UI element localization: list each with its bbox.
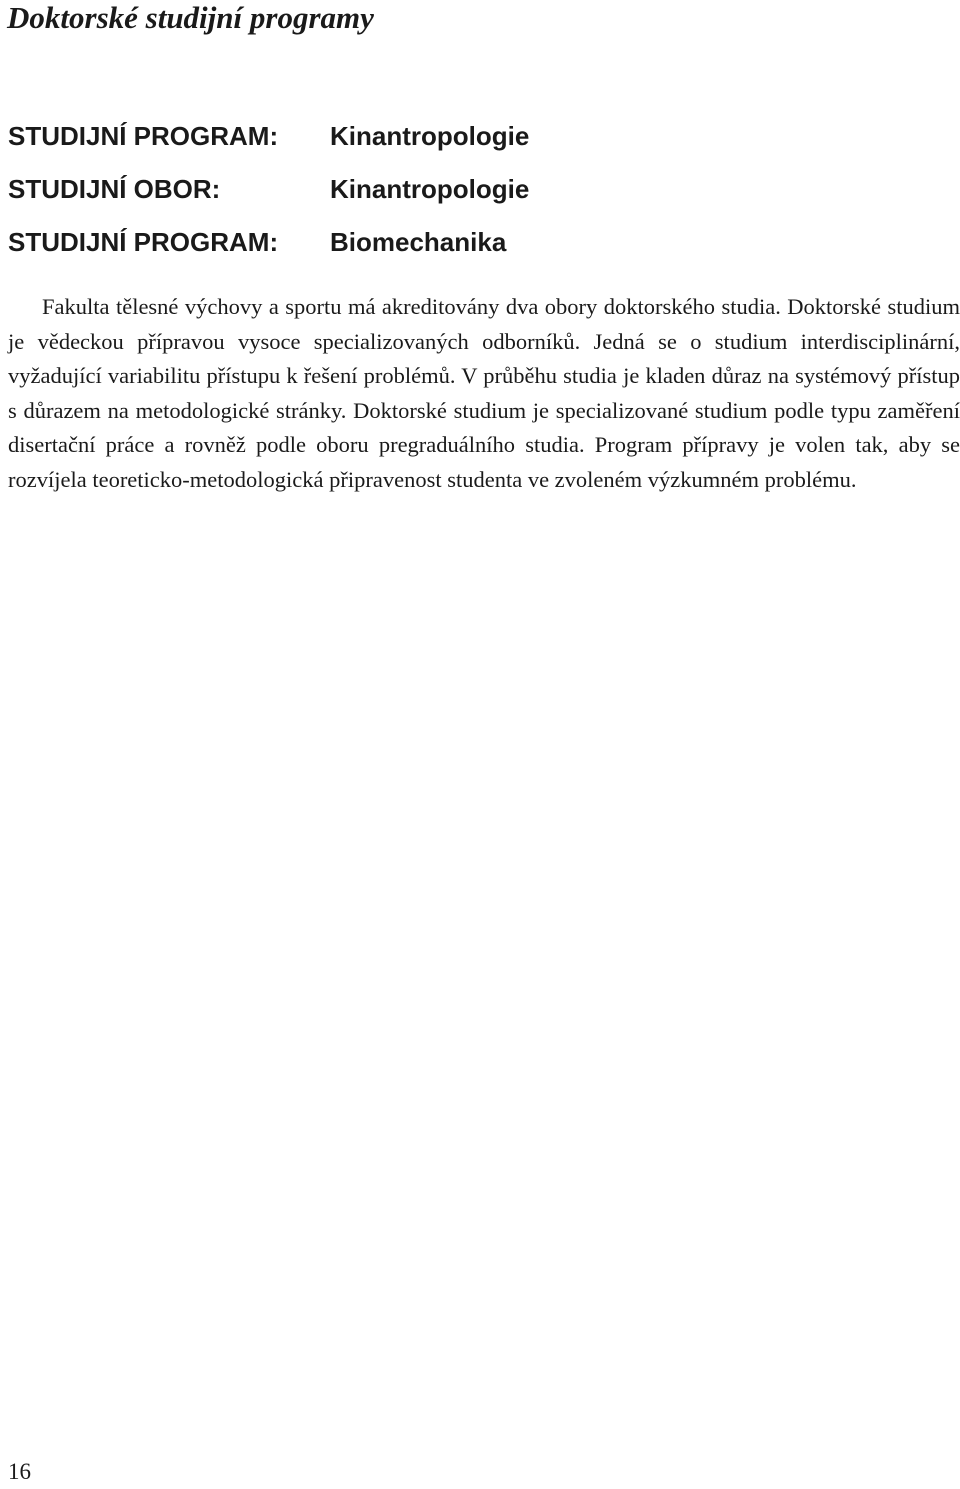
program-value: Biomechanika [330,227,507,257]
program-row [8,216,529,269]
body-paragraph: Fakulta tělesné výchovy a sportu má akreditovány dva obory doktorského studia. Doktorské studium je vědeckou přípravou vysoce specializovaných odborníků. Jedná se o studium interdisciplinární, vyžadující variabilitu přístupu k řešení problémů. V průběhu studia je kladen důraz na systémový přístup s důrazem na metodologické stránky. Doktorské studium je specializované studium podle typu zaměření disertační práce a rovněž podle oboru pregraduálního studia. Program přípravy je volen tak, aby se rozvíjela teoreticko-metodologická připravenost studenta ve zvoleném výzkumném problému. [8,294,960,492]
program-value: Kinantropologie [330,121,530,151]
program-list [8,110,529,269]
program-label: STUDIJNÍ PROGRAM: [8,227,279,257]
page-number: 16 [8,1459,31,1484]
page-title: Doktorské studijní programy [7,0,374,35]
program-row [8,110,529,163]
field-value: Kinantropologie [330,174,530,204]
field-label: STUDIJNÍ OBOR: [8,174,221,204]
field-row [8,163,529,216]
program-label: STUDIJNÍ PROGRAM: [8,121,279,151]
